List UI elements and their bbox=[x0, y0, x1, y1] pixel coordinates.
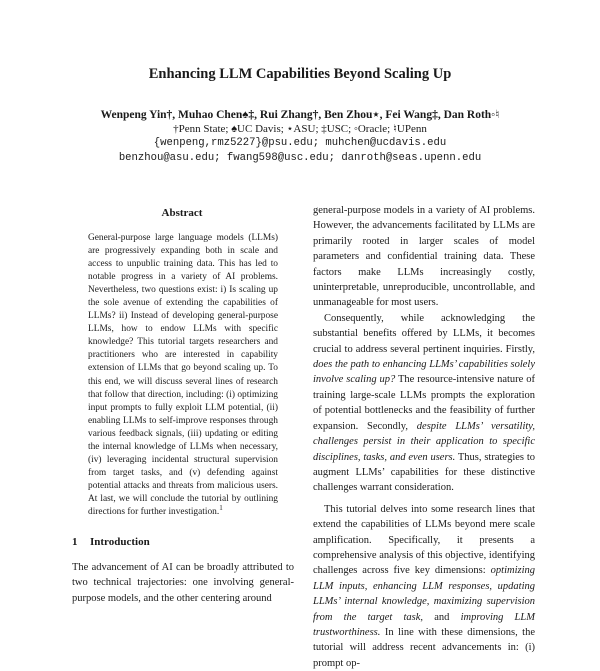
right-paragraph-1: general-purpose models in a variety of AI problems. However, the advancements facilitated by LLMs are primarily rooted in larger scales of model parameters and confidential training data. These factors make LLMs increasingly costly, uninterpretable, unreproducible, uncontrollable, and unmanageable for most users. bbox=[313, 205, 535, 309]
section-title: Introduction bbox=[90, 536, 150, 548]
abstract-text: General-purpose large language models (LLMs) are progressively expanding both in scale and access to unpublic training data. This has led to notable progress in a variety of AI problems. Nevertheless, two questions exist: i) Is scaling up the sole avenue of extending the capabilities of LLMs? ii) Instead of developing general-purpose LLMs, how to endow LLMs with specific knowledge? This tutorial targets researchers and practitioners who are interested in capability extension of LLMs that go beyond scaling up. To this end, we will discuss several lines of research that follow that direction, including: (i) optimizing input prompts to fully exploit LLM potential, (ii) enabling LLMs to self-improve responses through various feedback signals, (iii) updating or editing the internal knowledge of LLMs when necessary, (iv) leveraging incidental structural supervision from target tasks, and (v) defending against potential attacks and threats from malicious users. At last, we will conclude the tutorial by outlining directions for further investigation. bbox=[88, 233, 278, 517]
text-run: In line with these dimensions, the tutorial will address recent advancements in: (i) prompt op- bbox=[313, 626, 535, 669]
text-run: Consequently, while acknowledging the substantial benefits offered by LLMs, it becomes crucial to address several pertinent inquiries. Firstly, bbox=[313, 312, 535, 355]
emphasis-run: does the path to enhancing LLMs’ capabilities solely involve scaling up? bbox=[313, 359, 535, 386]
abstract-body bbox=[88, 232, 278, 519]
author-emails-line-1: {wenpeng,rmz5227}@psu.edu; muhchen@ucdavis.edu bbox=[153, 137, 447, 149]
right-paragraph-3 bbox=[313, 502, 535, 671]
text-run: This tutorial delves into some research lines that extend the capabilities of LLMs beyond mere scale amplification. Specifically, it presents a comprehensive analysis of this objective, identifying challenges across five key dimensions: bbox=[313, 503, 535, 577]
affiliations: †Penn State; ♠UC Davis; ⋆ASU; ‡USC; ◦Oracle; ♮UPenn bbox=[173, 123, 427, 135]
footnote-mark: 1 bbox=[219, 503, 223, 512]
text-run: Thus, strategies to augment LLMs’ capabilities for these distinctive challenges warrant consideration. bbox=[313, 451, 535, 494]
emphasis-run: improving LLM trustworthiness. bbox=[313, 611, 535, 638]
paper-title: Enhancing LLM Capabilities Beyond Scaling Up bbox=[148, 66, 452, 82]
emphasis-run: optimizing LLM inputs, enhancing LLM responses, updating LLMs’ internal knowledge, maximizing supervision from the target task, bbox=[313, 565, 535, 623]
section-number: 1 bbox=[72, 536, 78, 548]
introduction-paragraph: The advancement of AI can be broadly attributed to two technical trajectories: one involving general-purpose models, and the other centering around bbox=[72, 562, 294, 604]
author-list: Wenpeng Yin†, Muhao Chen♠‡, Rui Zhang†, Ben Zhou⋆, Fei Wang‡, Dan Roth◦♮ bbox=[100, 109, 500, 121]
emphasis-run: despite LLMs’ versatility, challenges persist in their application to specific disciplines, tasks, and even users. bbox=[313, 420, 535, 463]
abstract-heading: Abstract bbox=[161, 207, 203, 219]
section-heading-introduction bbox=[72, 536, 150, 548]
right-paragraph-2 bbox=[313, 311, 535, 496]
right-column bbox=[313, 203, 535, 671]
author-emails-line-2: benzhou@asu.edu; fwang598@usc.edu; danroth@seas.upenn.edu bbox=[118, 152, 482, 164]
text-run: The resource-intensive nature of training large-scale LLMs prompts the exploration of potential bottlenecks and the feasibility of further expansion. Secondly, bbox=[313, 374, 535, 432]
text-run: and bbox=[423, 611, 461, 623]
